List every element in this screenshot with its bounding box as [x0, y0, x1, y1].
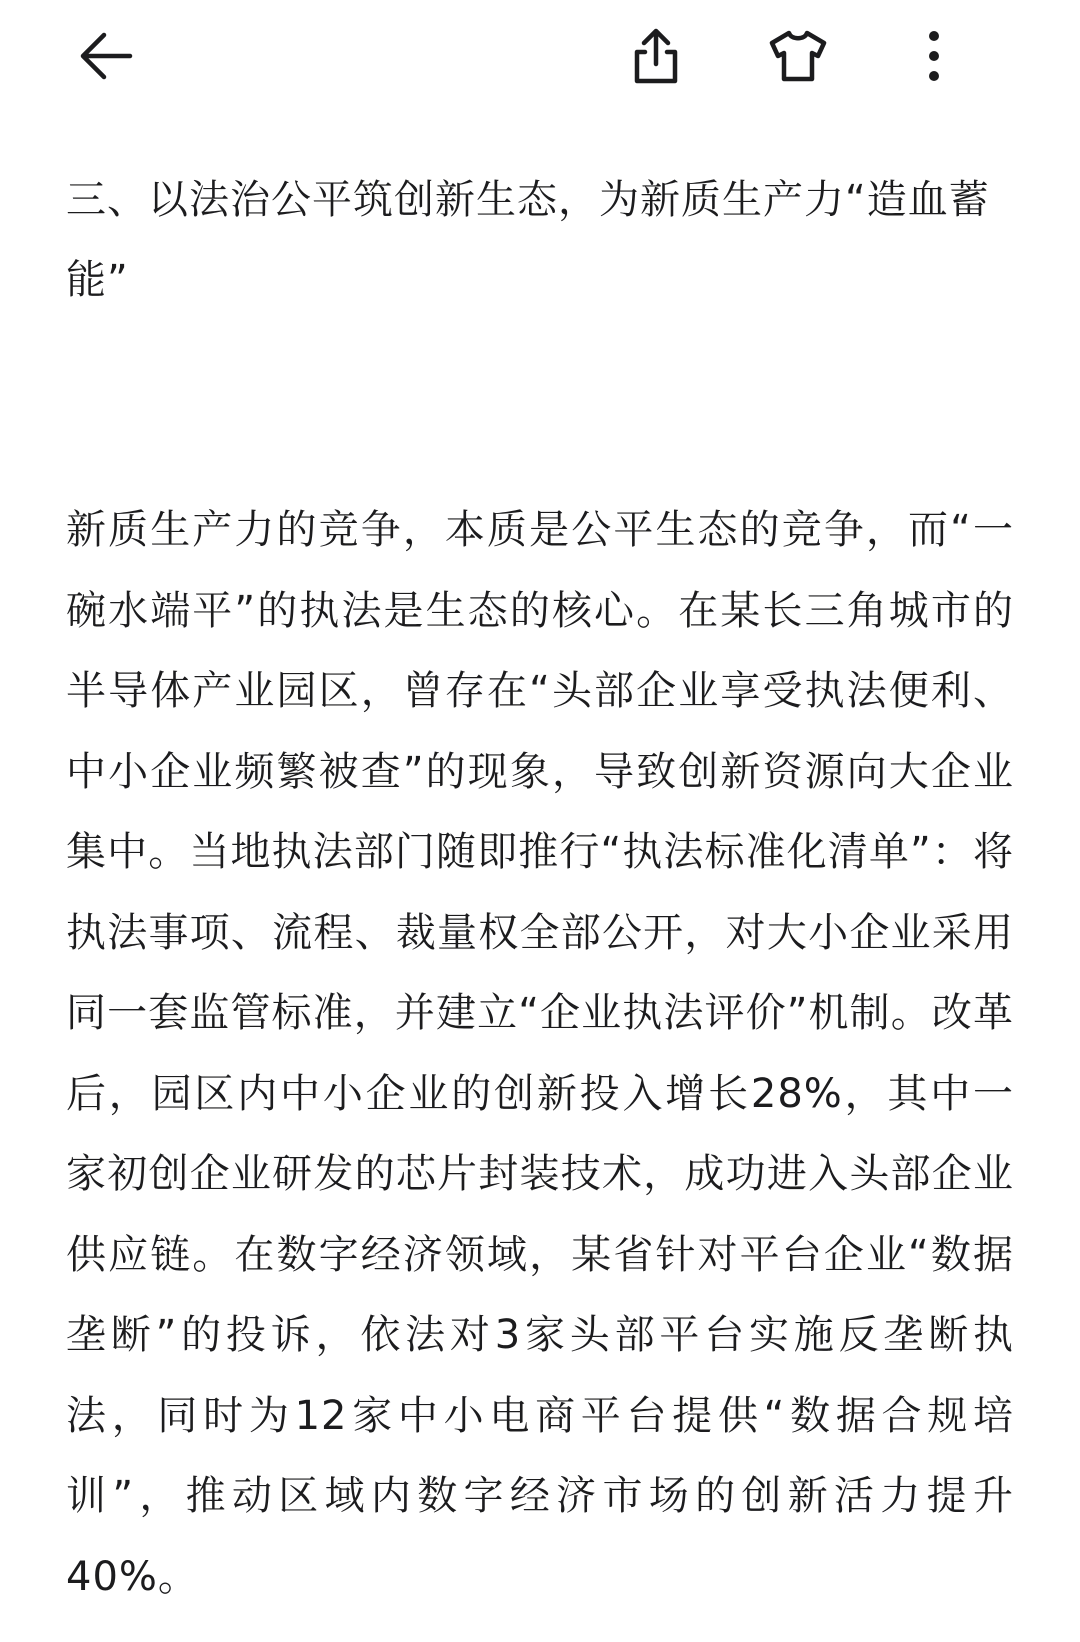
tshirt-icon: [767, 28, 829, 84]
back-button[interactable]: [68, 18, 144, 94]
share-icon: [628, 26, 684, 86]
more-button[interactable]: [896, 18, 972, 94]
article-body: [66, 160, 1014, 1617]
section-heading: 三、以法治公平筑创新生态，为新质生产力“造血蓄能”: [66, 177, 990, 303]
top-toolbar: [0, 0, 1080, 120]
theme-button[interactable]: [760, 18, 836, 94]
article-paragraph: 新质生产力的竞争，本质是公平生态的竞争，而“一碗水端平”的执法是生态的核心。在某长三角城市的半导体产业园区，曾存在“头部企业享受执法便利、中小企业频繁被查”的现象，导致创新资源向大企业集中。当地执法部门随即推行“执法标准化清单”：将执法事项、流程、裁量权全部公开，对大小企业采用同一套监管标准，并建立“企业执法评价”机制。改革后，园区内中小企业的创新投入增长28%，其中一家初创企业研发的芯片封装技术，成功进入头部企业供应链。在数字经济领域，某省针对平台企业“数据垄断”的投诉，依法对3家头部平台实施反垄断执法，同时为12家中小电商平台提供“数据合规培训”，推动区域内数字经济市场的创新活力提升40%。: [66, 507, 1014, 1600]
more-vertical-icon: [924, 28, 944, 84]
arrow-left-icon: [76, 26, 136, 86]
share-button[interactable]: [618, 18, 694, 94]
